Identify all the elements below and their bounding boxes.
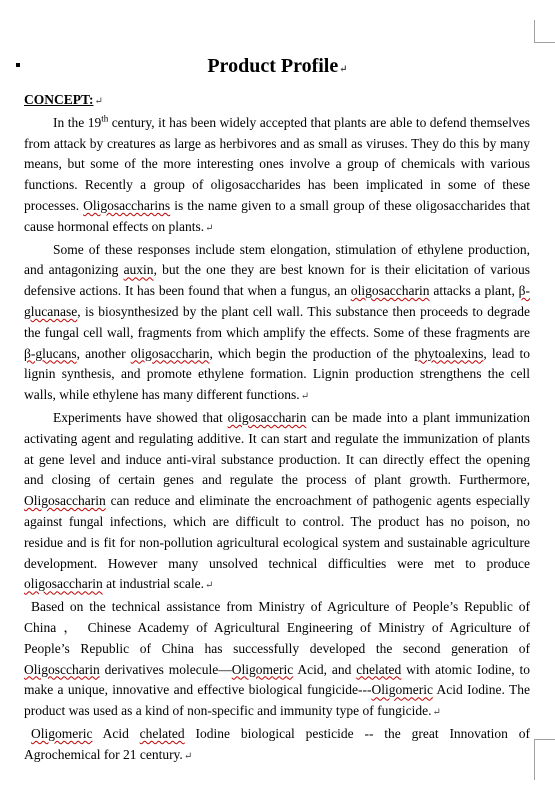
spellcheck-flagged-word: chelated bbox=[356, 661, 402, 677]
paragraph-text: is the name given to a small group of these oligosaccharides that cause hormonal effects on plants. bbox=[24, 197, 531, 234]
paragraph bbox=[24, 724, 530, 768]
paragraph-text: In the 19 bbox=[53, 114, 102, 130]
paragraph bbox=[24, 597, 530, 724]
section-heading: CONCEPT: bbox=[24, 92, 94, 107]
spellcheck-flagged-word: auxin bbox=[123, 262, 154, 278]
title-text: Product Profile bbox=[207, 55, 339, 77]
paragraph bbox=[24, 240, 530, 408]
paragraph-text: with atomic Iodine, to make a unique, innovative and effective biological fungicide--- bbox=[24, 661, 530, 698]
spellcheck-flagged-word: Oligomeric bbox=[371, 682, 433, 698]
spellcheck-flagged-word: oligosaccharin bbox=[130, 345, 210, 361]
spellcheck-flagged-word: Oligomeric bbox=[31, 725, 93, 741]
spellcheck-flagged-word: Oligomeric bbox=[231, 661, 294, 677]
paragraph-text: Acid, and bbox=[293, 661, 357, 677]
paragraph-text: Experiments have showed that bbox=[53, 409, 228, 425]
paragraph-text: at industrial scale. bbox=[102, 576, 204, 592]
paragraph-text: Some of these responses include stem elongation, stimulation of ethylene production, and antagonizing bbox=[24, 241, 530, 278]
paragraph-mark: ↵ bbox=[183, 750, 193, 762]
paragraph bbox=[24, 113, 530, 240]
paragraph-mark: ↵ bbox=[204, 580, 214, 592]
spellcheck-flagged-word: β-glucans bbox=[24, 345, 77, 361]
paragraph-mark: ↵ bbox=[300, 391, 310, 403]
superscript-text: th bbox=[101, 113, 109, 124]
paragraph-text: century, it has been widely accepted that plants are able to defend themselves from attack by creatures as large as herbivores and as small as viruses. They do this by many means, but some of the more interesting ones involve a group of chemicals with various functions. Recently a group of oligosaccharides has been implicated in some of these processes. bbox=[24, 114, 530, 213]
page-corner-bottom-right bbox=[534, 739, 555, 780]
spellcheck-flagged-word: Oligosccharin bbox=[24, 661, 100, 677]
paragraph-text: Acid bbox=[92, 725, 140, 741]
paragraph-mark: ↵ bbox=[339, 64, 348, 75]
document-body bbox=[24, 90, 530, 768]
paragraph-text: attacks a plant, bbox=[429, 283, 519, 299]
paragraph-mark: ↵ bbox=[432, 707, 441, 719]
paragraph-text: Acid Iodine. The product was used as a kind of non-specific and immunity type of fungicide. bbox=[24, 682, 530, 719]
paragraph-text: , lead to lignin synthesis, and promote ethylene formation. Lignin production strengthens the cell walls, while ethylene has many different functions. bbox=[24, 345, 530, 403]
spellcheck-flagged-word: Oligosaccharins bbox=[83, 197, 171, 213]
page-title bbox=[0, 54, 555, 82]
spellcheck-flagged-word: oligosaccharin bbox=[227, 409, 307, 425]
paragraph-text: Iodine biological pesticide -- the great Innovation of Agrochemical for 21 century. bbox=[24, 725, 531, 762]
paragraph-text: , another bbox=[76, 345, 131, 361]
paragraph-mark: ↵ bbox=[205, 222, 214, 234]
paragraph-mark: ↵ bbox=[94, 96, 103, 107]
section-heading-line bbox=[24, 90, 530, 113]
spellcheck-flagged-word: phytoalexins bbox=[414, 345, 484, 361]
paragraph-text: , but the one they are best known for is their elicitation of various defensive actions. It has been found that when a fungus, an bbox=[24, 262, 530, 299]
spellcheck-flagged-word: Oligosaccharin bbox=[24, 493, 106, 509]
paragraph-text: derivatives molecule— bbox=[99, 661, 232, 677]
paragraph bbox=[24, 408, 530, 597]
paragraph-text: can reduce and eliminate the encroachment of pathogenic agents especially against fungal infections, which are difficult to control. The product has no poison, no residue and is fit for non-pollution agricultural ecological system and sustainable agriculture development. However many unsolved technical difficulties were met to produce bbox=[24, 493, 530, 571]
spellcheck-flagged-word: chelated bbox=[139, 725, 185, 741]
paragraph-text: can be made into a plant immunization activating agent and regulating additive. It can start and regulate the immunization of plants at gene level and induce anti-viral substance production. It can directly effect the opening and closing of certain genes and regulate the process of plant growth. Furthermore, bbox=[24, 409, 530, 488]
paragraph-text: , is biosynthesized by the plant cell wall. This substance then proceeds to degrade the fungal cell wall, fragments from which amplify the effects. Some of these fragments are bbox=[24, 303, 530, 340]
spellcheck-flagged-word: β-glucanase bbox=[24, 283, 531, 319]
spellcheck-flagged-word: oligosaccharin bbox=[350, 283, 430, 299]
paragraph-text: , which begin the production of the bbox=[209, 345, 415, 361]
spellcheck-flagged-word: oligosaccharin bbox=[24, 576, 103, 592]
page-corner-top-right bbox=[534, 20, 555, 43]
paragraph-text: Based on the technical assistance from Ministry of Agriculture of People’s Republic of China ， Chinese Academy of Agricultural Engineering of Ministry of Agriculture of People’s Republic of China has successfully developed the second generation of bbox=[24, 599, 530, 656]
